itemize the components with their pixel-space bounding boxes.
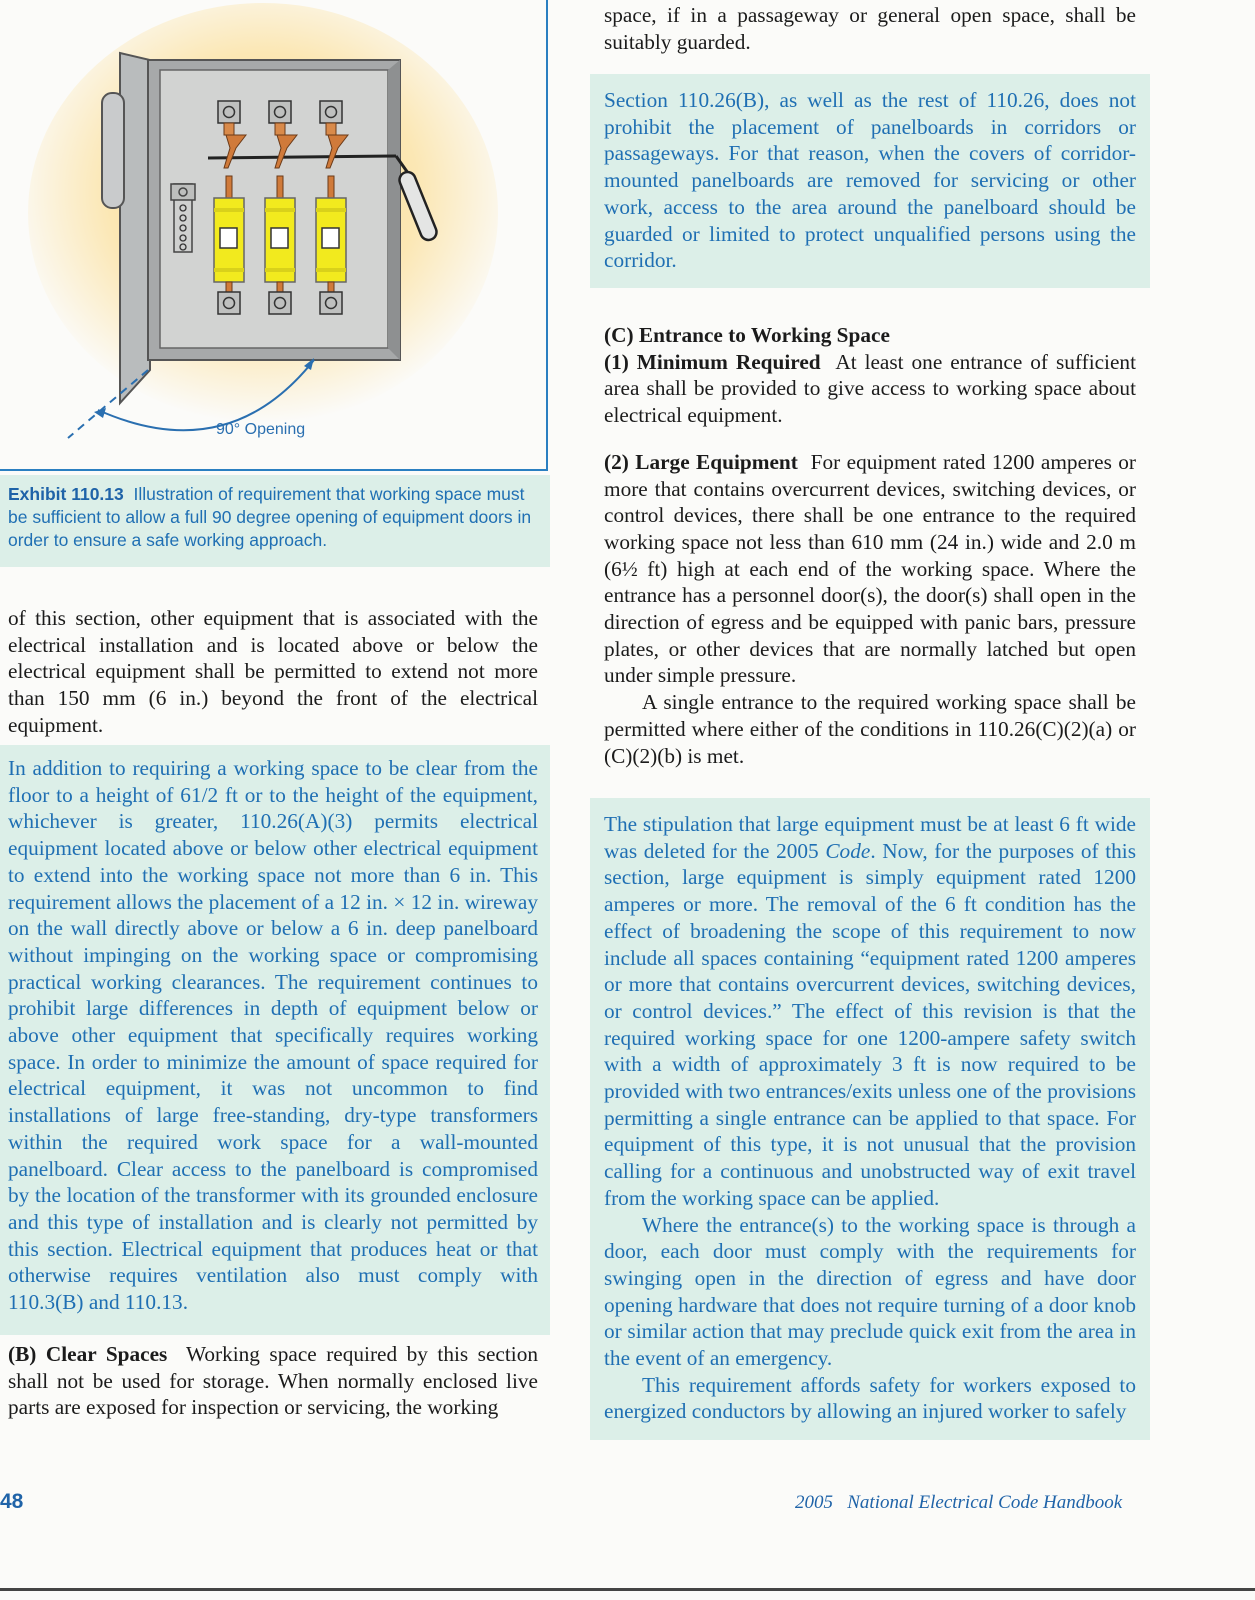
- section-b: [8, 1341, 538, 1421]
- section-c2-heading: (2) Large Equipment: [604, 449, 798, 474]
- right-commentary-1-text: Section 110.26(B), as well as the rest of 110.26, does not prohibit the placement of panelboards in corridors or passageways. For that reason, when the covers of corridor-mounted panelboards are removed for servicing or other work, access to the area around the panelboard should be guarded or limited to protect unqualified persons using the corridor.: [604, 88, 1136, 273]
- opening-label: 90° Opening: [216, 421, 306, 438]
- section-b-heading: (B) Clear Spaces: [8, 1342, 168, 1366]
- section-c2-text: For equipment rated 1200 amperes or more that contains overcurrent devices, switching devices, or control devices, there shall be one entrance to the required working space not less than 610 mm (24 in.) wide and 2.0 m (6½ ft) high at each end of the working space. Where the entrance has a personnel door(s), the door(s) shall open in the direction of egress and be equipped with panic bars, pressure plates, or other devices that are normally latched but open under simple pressure.: [604, 449, 1136, 688]
- right-commentary-2: [590, 798, 1150, 1440]
- section-c: [604, 322, 1136, 769]
- door-swing-line: [68, 370, 148, 438]
- section-c-heading: (C) Entrance to Working Space: [604, 323, 890, 347]
- commentary-2-paragraph-3: This requirement affords safety for workers exposed to energized conductors by allowing an injured worker to safely: [604, 1372, 1136, 1424]
- left-commentary-text: In addition to requiring a working space to be clear from the floor to a height of 61/2 ft or to the height of the equipment, whichever is greater, 110.26(A)(3) permits electrical equipment located above or below other electrical equipment to extend into the working space not more than 6 in. This requirement allows the placement of a 12 in. × 12 in. wireway on the wall directly above or below a 6 in. deep panelboard without impinging on the working space or compromising practical working clearances. The requirement continues to prohibit large differences in depth of equipment below or above other equipment that specifically requires working space. In order to minimize the amount of space required for electrical equipment, it was not uncommon to find installations of large free-standing, dry-type transformers within the required work space for a wall-mounted panelboard. Clear access to the panelboard is compromised by the location of the transformer with its grounded enclosure and this type of installation and is clearly not permitted by this section. Electrical equipment that produces heat or that otherwise requires ventilation also must comply with 110.3(B) and 110.13.: [8, 756, 538, 1315]
- right-top-text: [604, 2, 1136, 55]
- page-bottom-edge: [0, 1588, 1255, 1591]
- caption-text: Illustration of requirement that working space must be sufficient to allow a full 90 degree opening of equipment doors in order to ensure a safe working approach.: [8, 484, 532, 550]
- door-handle: [102, 93, 124, 208]
- commentary-2-paragraph-2: Where the entrance(s) to the working space is through a door, each door must comply with the requirements for swinging open in the direction of egress and have door opening hardware that does not require turning of a door knob or similar action that may preclude quick exit from the area in the event of an emergency.: [604, 1212, 1136, 1371]
- exhibit-figure: [0, 0, 548, 471]
- section-c2-text-2: A single entrance to the required working space shall be permitted where either of the conditions in 110.26(C)(2)(a) or (C)(2)(b) is met.: [604, 690, 1136, 768]
- section-b-text: Working space required by this section shall not be used for storage. When normally enclosed live parts are exposed for inspection or servicing, the working: [8, 1342, 538, 1420]
- commentary-2-part-a: The stipulation that large equipment must be at least 6 ft wide was deleted for the 2005: [604, 812, 1136, 863]
- right-commentary-1: [590, 74, 1150, 288]
- commentary-2-code: Code: [825, 838, 871, 863]
- exhibit-caption: [0, 475, 550, 567]
- section-c1-heading: (1) Minimum Required: [604, 349, 821, 374]
- panel-illustration: [0, 0, 548, 471]
- commentary-2-part-b: . Now, for the purposes of this section, large equipment is simply equipment rated 1200 amperes or more. The removal of the 6 ft condition has the effect of broadening the scope of this requirement to now include all spaces containing “equipment rated 1200 amperes or more that contains overcurrent devices, switching devices, or control devices.” The effect of this revision is that the required working space for one 1200-ampere safety switch with a width of approximately 3 ft is now required to be provided with two entrances/exits unless one of the provisions permitting a single entrance can be applied to that space. For equipment of this type, it is not unusual that the provision calling for a continuous and unobstructed way of exit travel from the working space can be applied.: [604, 838, 1136, 1210]
- left-p1-text: of this section, other equipment that is associated with the electrical installation and is located above or below the electrical equipment shall be permitted to extend not more than 150 mm (6 in.) beyond the front of the electrical equipment.: [8, 606, 538, 737]
- running-footer: [795, 1492, 1122, 1514]
- switch-bar: [208, 156, 396, 158]
- right-top-paragraph: space, if in a passageway or general open space, shall be suitably guarded.: [604, 3, 1136, 54]
- footer-title: National Electrical Code Handbook: [847, 1492, 1123, 1513]
- left-commentary: [0, 745, 550, 1335]
- section-c1-text: At least one entrance of sufficient area shall be provided to give access to working space about electrical equipment.: [604, 349, 1136, 428]
- left-paragraph-1: [8, 605, 538, 739]
- caption-label: Exhibit 110.13: [8, 484, 124, 504]
- page-number: 48: [0, 1490, 24, 1513]
- footer-year: 2005: [795, 1492, 833, 1513]
